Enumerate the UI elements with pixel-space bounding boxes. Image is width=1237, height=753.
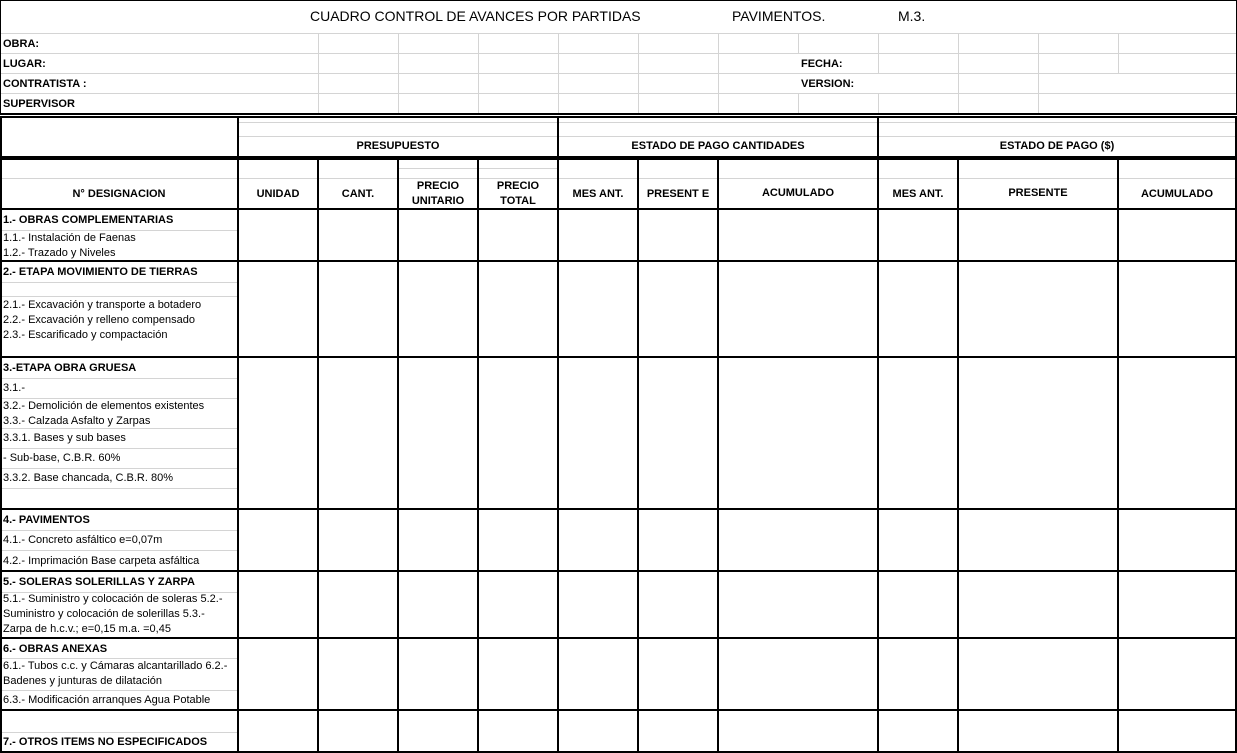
group-presupuesto: PRESUPUESTO <box>356 140 440 152</box>
col-presente-cantidades: PRESENT E <box>646 188 710 200</box>
col-precio-unitario-line1: PRECIO <box>416 180 460 192</box>
fecha-label: FECHA: <box>801 58 843 70</box>
report-unit: M.3. <box>898 8 926 24</box>
col-precio-total-line2: TOTAL <box>500 195 536 207</box>
report-type: PAVIMENTOS. <box>732 8 826 24</box>
obra-label: OBRA: <box>3 38 40 50</box>
section-item: 3.3.- Calzada Asfalto y Zarpas <box>3 415 151 427</box>
lugar-label: LUGAR: <box>3 58 46 70</box>
section-item: 5.1.- Suministro y colocación de soleras 5.2.- Suministro y colocación de solerillas 5.3.- Zarpa de h.c.v.; e=0,15 m.a. =0,45 <box>3 593 223 635</box>
section-title: 6.- OBRAS ANEXAS <box>3 643 108 655</box>
section-item: 3.2.- Demolición de elementos existentes <box>3 400 205 412</box>
section-item: 3.3.2. Base chancada, C.B.R. 80% <box>3 472 173 484</box>
col-mes-ant-cantidades: MES ANT. <box>572 188 624 200</box>
section-item: 1.1.- Instalación de Faenas <box>3 232 136 244</box>
col-precio-total <box>478 179 558 208</box>
section-title: 5.- SOLERAS SOLERILLAS Y ZARPA <box>3 576 195 588</box>
col-precio-total-line1: PRECIO <box>496 180 540 192</box>
supervisor-label: SUPERVISOR <box>3 98 75 110</box>
section-title: 1.- OBRAS COMPLEMENTARIAS <box>3 214 174 226</box>
version-label: VERSION: <box>801 78 855 90</box>
group-estado-cantidades: ESTADO DE PAGO CANTIDADES <box>631 140 805 152</box>
section-item: 3.1.- <box>3 382 26 394</box>
section-item: 4.1.- Concreto asfáltico e=0,07m <box>3 534 163 546</box>
section-item: 2.1.- Excavación y transporte a botadero <box>3 299 202 311</box>
col-precio-unitario-line2: UNITARIO <box>411 195 465 207</box>
section-item: 2.2.- Excavación y relleno compensado <box>3 314 195 326</box>
col-acumulado-pesos: ACUMULADO <box>1140 188 1214 200</box>
col-cant: CANT. <box>341 188 375 200</box>
col-mes-ant-pesos: MES ANT. <box>892 188 944 200</box>
section-item: 6.1.- Tubos c.c. y Cámaras alcantarillado 6.2.- Badenes y junturas de dilatación <box>3 660 228 687</box>
contratista-label: CONTRATISTA : <box>3 78 87 90</box>
section-title: 3.-ETAPA OBRA GRUESA <box>3 362 137 374</box>
col-precio-unitario <box>398 179 478 208</box>
section-item: 4.2.- Imprimación Base carpeta asfáltica <box>3 555 200 567</box>
section-title: 7.- OTROS ITEMS NO ESPECIFICADOS <box>3 736 208 748</box>
col-designacion: N° DESIGNACION <box>72 188 166 200</box>
report-title: CUADRO CONTROL DE AVANCES POR PARTIDAS <box>310 8 641 24</box>
section-item: 2.3.- Escarificado y compactación <box>3 329 168 341</box>
group-estado-pesos: ESTADO DE PAGO ($) <box>999 140 1115 152</box>
col-acumulado-cantidades: ACUMULADO <box>761 187 835 199</box>
section-title: 2.- ETAPA MOVIMIENTO DE TIERRAS <box>3 266 198 278</box>
col-unidad: UNIDAD <box>256 188 300 200</box>
section-item: 3.3.1. Bases y sub bases <box>3 432 126 444</box>
section-title: 4.- PAVIMENTOS <box>3 514 90 526</box>
section-item: 1.2.- Trazado y Niveles <box>3 247 116 259</box>
section-item: - Sub-base, C.B.R. 60% <box>3 452 121 464</box>
section-item: 6.3.- Modificación arranques Agua Potable <box>3 694 211 706</box>
col-presente-pesos: PRESENTE <box>1008 187 1068 199</box>
